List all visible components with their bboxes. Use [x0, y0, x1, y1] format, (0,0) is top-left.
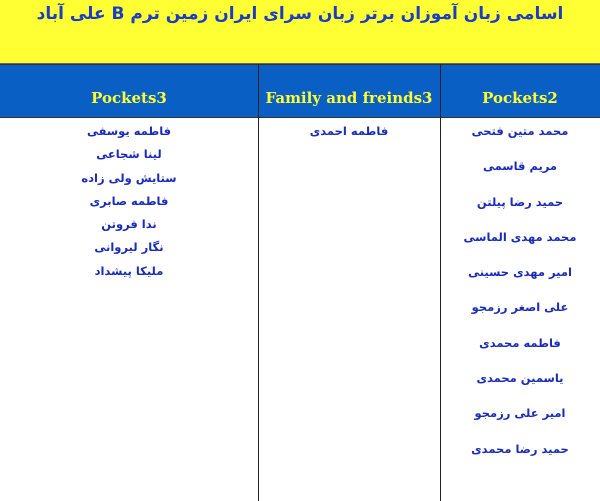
student-name: فاطمه صابری: [89, 193, 169, 208]
student-list-pockets3: [0, 120, 258, 283]
student-list-family-and-friends3: [258, 120, 440, 143]
student-name: ندا فروتن: [101, 217, 157, 232]
student-name: حمید رضا محمدی: [471, 441, 569, 456]
student-list-pockets2: [440, 120, 600, 473]
student-name: محمد مهدی الماسی: [463, 229, 577, 244]
student-name: امیر مهدی حسینی: [468, 265, 572, 280]
student-name: فاطمه یوسفی: [86, 124, 172, 138]
column-header-pockets2: Pockets2: [482, 89, 558, 107]
student-name: ملیکا پیشداد: [94, 263, 164, 278]
student-name: علی اصغر رزمجو: [471, 300, 569, 315]
student-name: مریم قاسمی: [482, 159, 558, 174]
title-banner: [0, 0, 600, 64]
page-title: اسامی زبان آموزان برتر زبان سرای ایران زمین ترم B علی آباد: [36, 4, 564, 24]
column-header-pockets3: Pockets3: [91, 89, 167, 107]
student-name: لینا شجاعی: [96, 147, 162, 162]
student-name: یاسمین محمدی: [476, 371, 564, 386]
column-header-family-and-friends3: Family and freinds3: [265, 89, 433, 107]
table-header-row: [0, 64, 600, 118]
student-name: ستایش ولی زاده: [81, 170, 177, 185]
student-name: حمید رضا پیلتن: [476, 194, 564, 209]
student-name: نگار لیروانی: [94, 240, 164, 255]
student-name: فاطمه احمدی: [309, 124, 389, 138]
student-name: فاطمه محمدی: [479, 335, 561, 350]
student-name: امیر علی رزمجو: [474, 406, 566, 421]
student-name: محمد متین فتحی: [471, 124, 569, 138]
